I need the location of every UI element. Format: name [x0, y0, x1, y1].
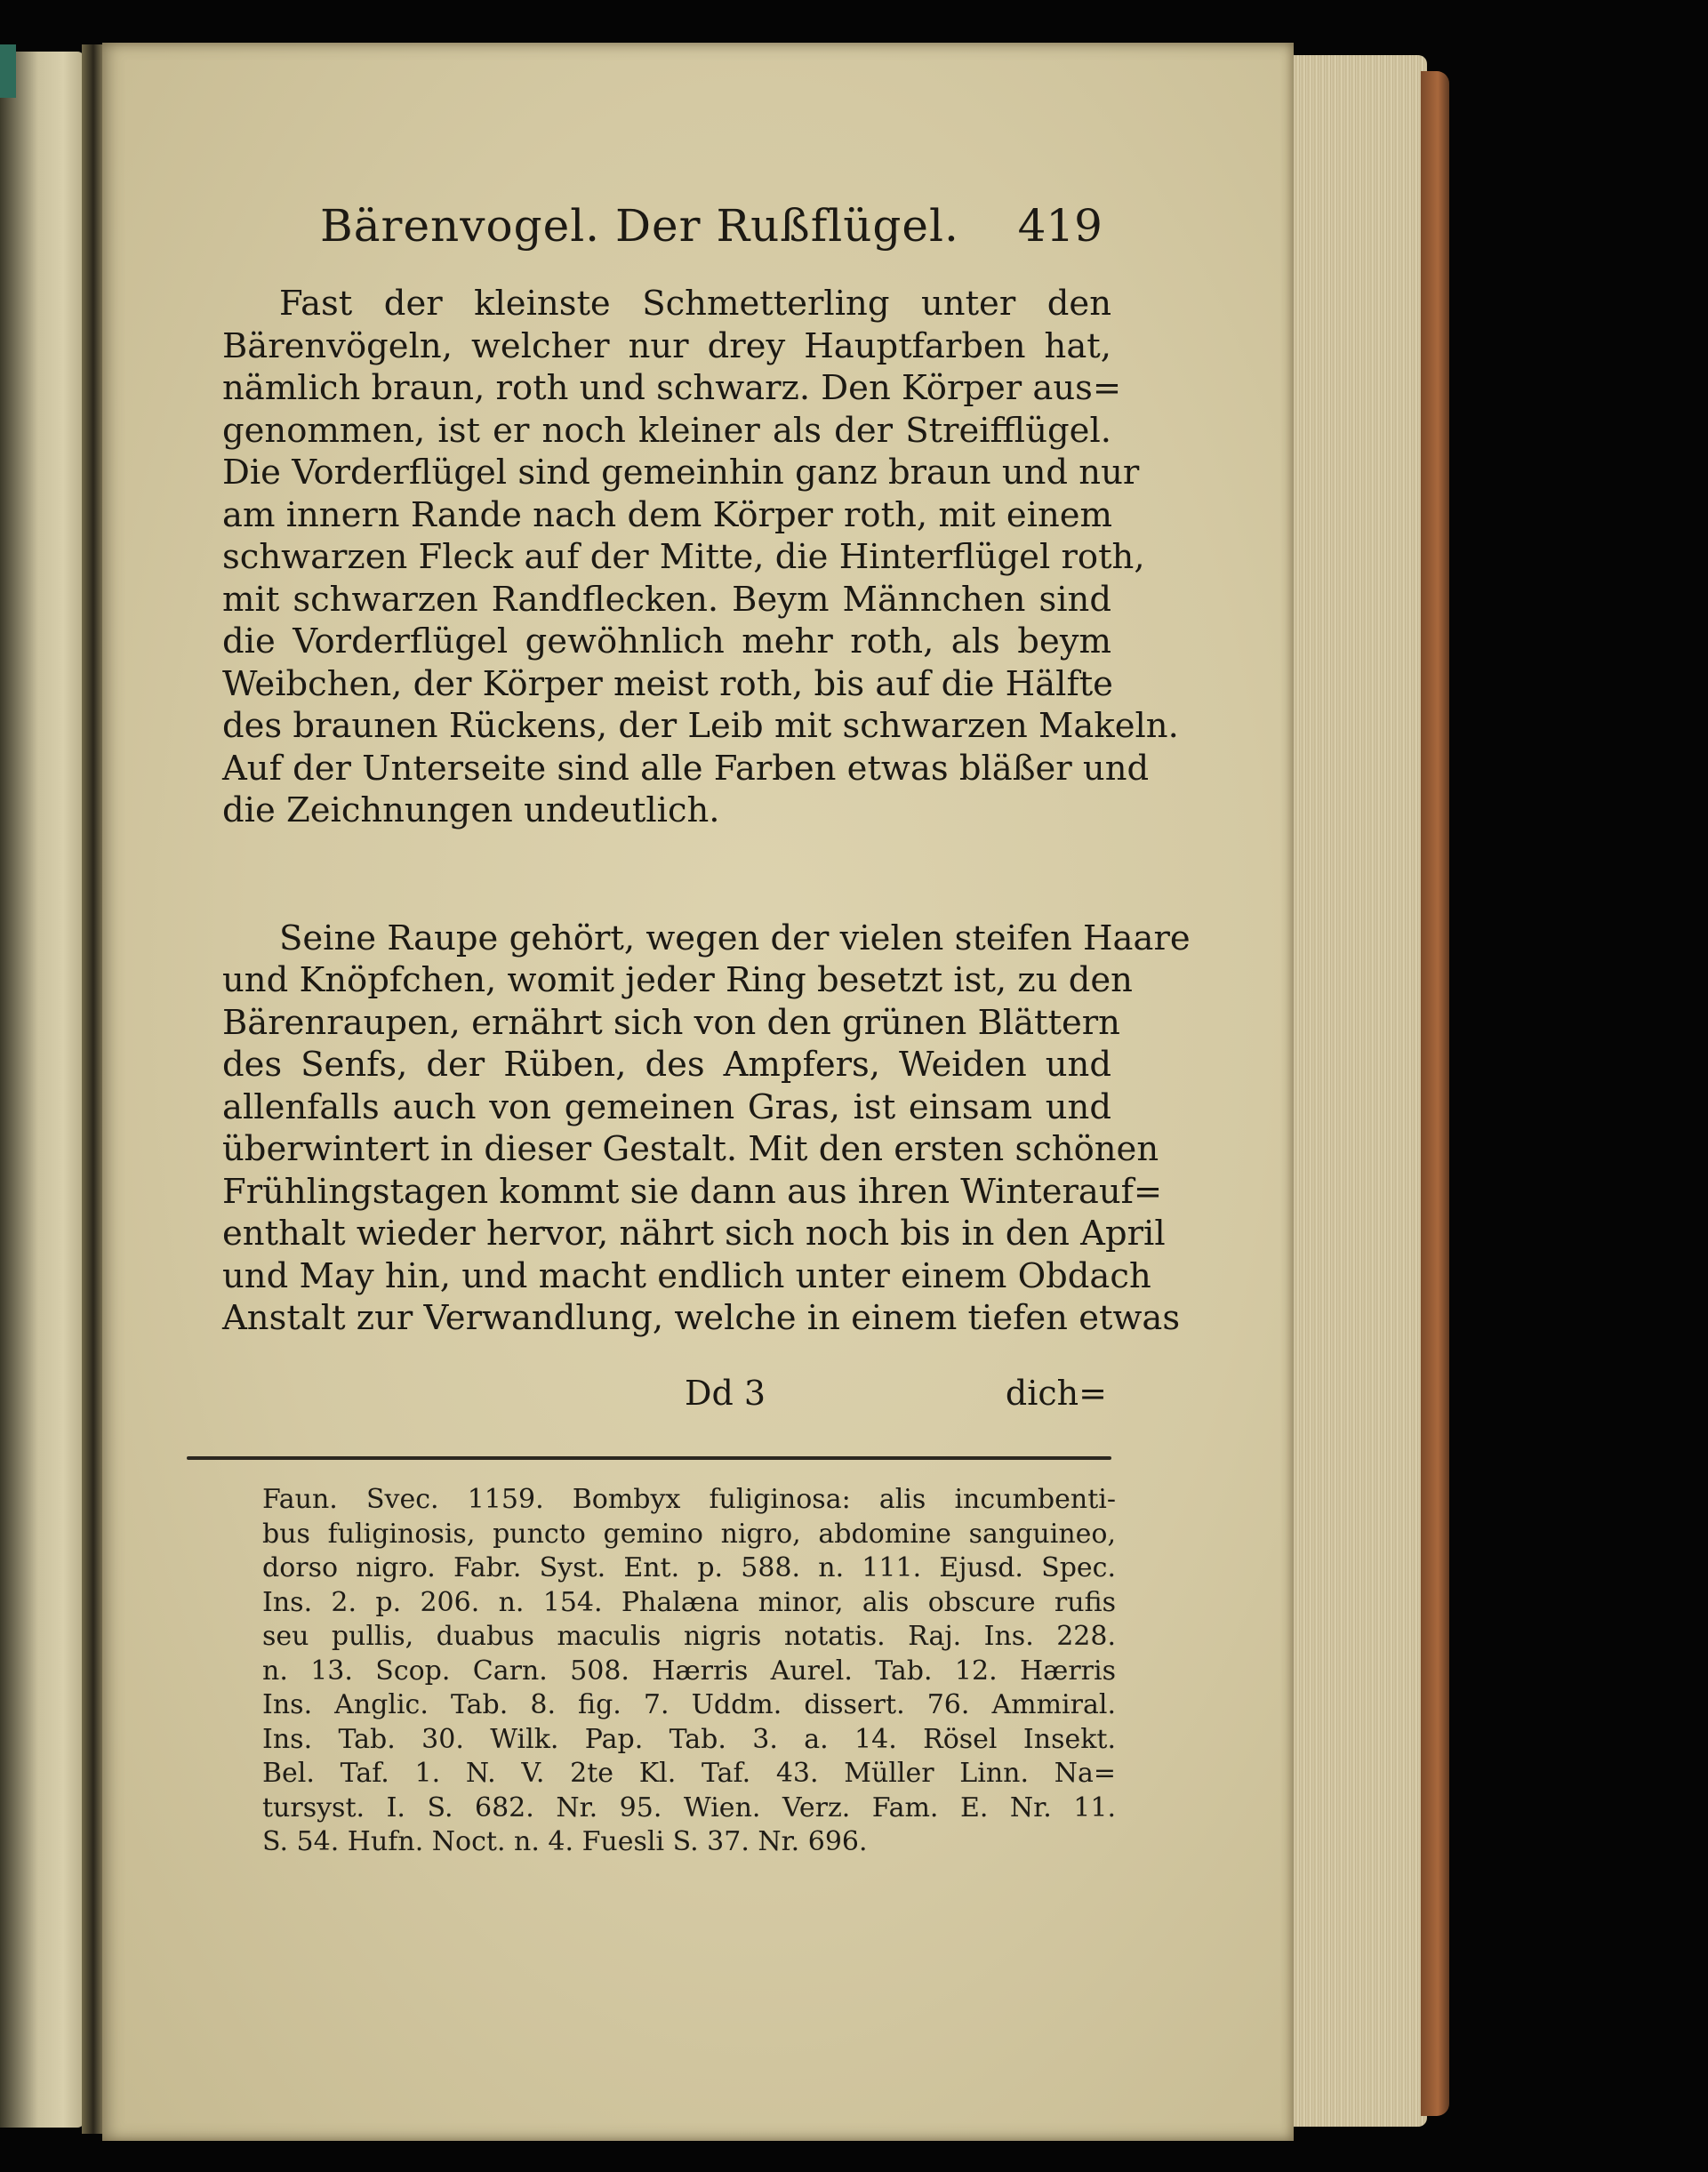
footnote-line: Ins. Tab. 30. Wilk. Pap. Tab. 3. a. 14. Rösel Insekt.	[262, 1723, 1116, 1755]
text-line: die Zeichnungen undeutlich.	[222, 790, 720, 830]
footnote-line: bus fuliginosis, puncto gemino nigro, abdomine sanguineo,	[262, 1518, 1116, 1550]
text-line: die Vorderflügel gewöhnlich mehr roth, als beym	[222, 621, 1111, 661]
book-cover-edge	[1421, 71, 1449, 2116]
footnote-rule	[187, 1456, 1111, 1460]
text-line: Frühlingstagen kommt sie dann aus ihren Winterauf=	[222, 1171, 1163, 1212]
text-line: Fast der kleinste Schmetterling unter den	[279, 284, 1111, 324]
page-number: 419	[1017, 200, 1103, 252]
page-header	[320, 200, 1103, 271]
footnote-line: Ins. 2. p. 206. n. 154. Phalæna minor, alis obscure rufis	[262, 1586, 1116, 1618]
footnote	[262, 1483, 1116, 1860]
text-line: Auf der Unterseite sind alle Farben etwas bläßer und	[222, 748, 1150, 789]
paragraph-gap	[222, 832, 1111, 918]
text-line: Seine Raupe gehört, wegen der vielen steifen Haare	[279, 918, 1191, 958]
text-line: Die Vorderflügel sind gemeinhin ganz braun und nur	[222, 453, 1140, 493]
signature-line	[222, 1374, 1107, 1416]
footnote-line: Ins. Anglic. Tab. 8. fig. 7. Uddm. dissert. 76. Ammiral.	[262, 1689, 1116, 1720]
running-title: Bärenvogel. Der Rußflügel.	[320, 200, 959, 252]
text-line: nämlich braun, roth und schwarz. Den Körper aus=	[222, 368, 1122, 408]
printer-signature: Dd 3	[685, 1374, 766, 1413]
text-line: des braunen Rückens, der Leib mit schwarzen Makeln.	[222, 706, 1179, 746]
text-line: und Knöpfchen, womit jeder Ring besetzt ist, zu den	[222, 960, 1133, 1000]
footnote-line: n. 13. Scop. Carn. 508. Hærris Aurel. Tab. 12. Hærris	[262, 1655, 1116, 1687]
text-line: schwarzen Fleck auf der Mitte, die Hinterflügel roth,	[222, 537, 1145, 577]
catchword: dich=	[1005, 1374, 1107, 1413]
footnote-line: tursyst. I. S. 682. Nr. 95. Wien. Verz. Fam. E. Nr. 11.	[262, 1791, 1116, 1823]
page-fore-edge	[1294, 55, 1427, 2127]
text-line: allenfalls auch von gemeinen Gras, ist einsam und	[222, 1086, 1111, 1127]
footnote-line: S. 54. Hufn. Noct. n. 4. Fuesli S. 37. Nr. 696.	[262, 1826, 868, 1857]
text-line: Bärenvögeln, welcher nur drey Hauptfarben hat,	[222, 325, 1111, 366]
text-line: Anstalt zur Verwandlung, welche in einem tiefen etwas	[222, 1298, 1181, 1338]
left-page-edge	[0, 52, 84, 2128]
text-line: und May hin, und macht endlich unter einem Obdach	[222, 1255, 1151, 1296]
text-line: genommen, ist er noch kleiner als der Streifflügel.	[222, 410, 1111, 451]
footnote-line: seu pullis, duabus maculis nigris notatis. Raj. Ins. 228.	[262, 1621, 1116, 1652]
text-line: am innern Rande nach dem Körper roth, mit einem	[222, 494, 1113, 535]
text-line: überwintert in dieser Gestalt. Mit den ersten schönen	[222, 1129, 1159, 1169]
footnote-line: dorso nigro. Fabr. Syst. Ent. p. 588. n. 111. Ejusd. Spec.	[262, 1552, 1116, 1583]
text-line: des Senfs, der Rüben, des Ampfers, Weiden und	[222, 1045, 1111, 1085]
footnote-line: Faun. Svec. 1159. Bombyx fuliginosa: alis incumbenti-	[262, 1484, 1116, 1515]
text-line: Bärenraupen, ernährt sich von den grünen Blättern	[222, 1002, 1120, 1043]
main-text	[222, 283, 1191, 1340]
text-line: mit schwarzen Randflecken. Beym Männchen sind	[222, 579, 1111, 620]
text-line: Weibchen, der Körper meist roth, bis auf die Hälfte	[222, 663, 1113, 704]
text-line: enthalt wieder hervor, nährt sich noch bis in den April	[222, 1214, 1166, 1254]
left-cover-edge	[0, 44, 16, 98]
footnote-line: Bel. Taf. 1. N. V. 2te Kl. Taf. 43. Müller Linn. Na=	[262, 1758, 1116, 1789]
